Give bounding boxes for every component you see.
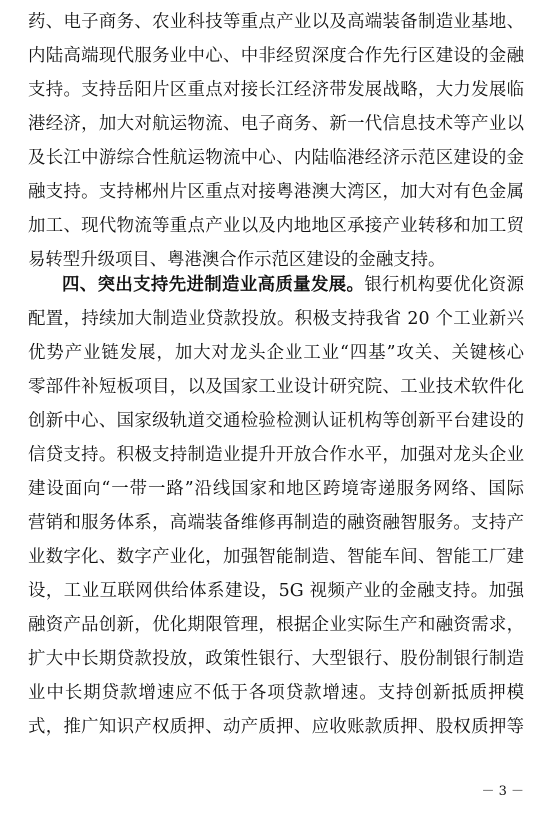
text-line: 支持。支持岳阳片区重点对接长江经济带发展战略，大力发展临 — [28, 80, 524, 100]
text-line: 药、电子商务、农业科技等重点产业以及高端装备制造业基地、 — [28, 12, 524, 32]
text-line: 加工、现代物流等重点产业以及内地地区承接产业转移和加工贸 — [28, 216, 524, 236]
text-line: 业中长期贷款增速应不低于各项贷款增速。支持创新抵质押模 — [28, 683, 524, 703]
text-line: 优势产业链发展，加大对龙头企业工业“四基”攻关、关键核心 — [28, 343, 524, 363]
text-line: 易转型升级项目、粤港澳合作示范区建设的金融支持。 — [28, 250, 446, 270]
section-heading-line — [62, 268, 524, 302]
text-line: 零部件补短板项目，以及国家工业设计研究院、工业技术软件化 — [28, 377, 524, 397]
text-line: 业数字化、数字产业化，加强智能制造、智能车间、智能工厂建 — [28, 547, 524, 567]
section-heading-rest: 银行机构要优化资源 — [364, 275, 524, 295]
text-line: 港经济，加大对航运物流、电子商务、新一代信息技术等产业以 — [28, 114, 524, 134]
text-line: 融支持。支持郴州片区重点对接粤港澳大湾区，加大对有色金属 — [28, 182, 524, 202]
text-line: 及长江中游综合性航运物流中心、内陆临港经济示范区建设的金 — [28, 148, 524, 168]
text-line: 创新中心、国家级轨道交通检验检测认证机构等创新平台建设的 — [28, 411, 524, 431]
text-line: 配置，持续加大制造业贷款投放。积极支持我省 20 个工业新兴 — [28, 309, 524, 329]
text-line: 扩大中长期贷款投放，政策性银行、大型银行、股份制银行制造 — [28, 649, 524, 669]
text-line: 设，工业互联网供给体系建设，5G 视频产业的金融支持。加强 — [28, 581, 524, 601]
section-heading: 四、突出支持先进制造业高质量发展。 — [62, 275, 365, 295]
text-line: 内陆高端现代服务业中心、中非经贸深度合作先行区建设的金融 — [28, 46, 524, 66]
text-line: 信贷支持。积极支持制造业提升开放合作水平，加强对龙头企业 — [28, 445, 524, 465]
text-line: 建设面向“一带一路”沿线国家和地区跨境寄递服务网络、国际 — [28, 479, 524, 499]
page-number: － 3 － — [481, 784, 524, 799]
text-line: 营销和服务体系，高端装备维修再制造的融资融智服务。支持产 — [28, 513, 524, 533]
text-line: 式，推广知识产权质押、动产质押、应收账款质押、股权质押等 — [28, 717, 524, 737]
text-line: 融资产品创新，优化期限管理，根据企业实际生产和融资需求， — [28, 615, 524, 635]
